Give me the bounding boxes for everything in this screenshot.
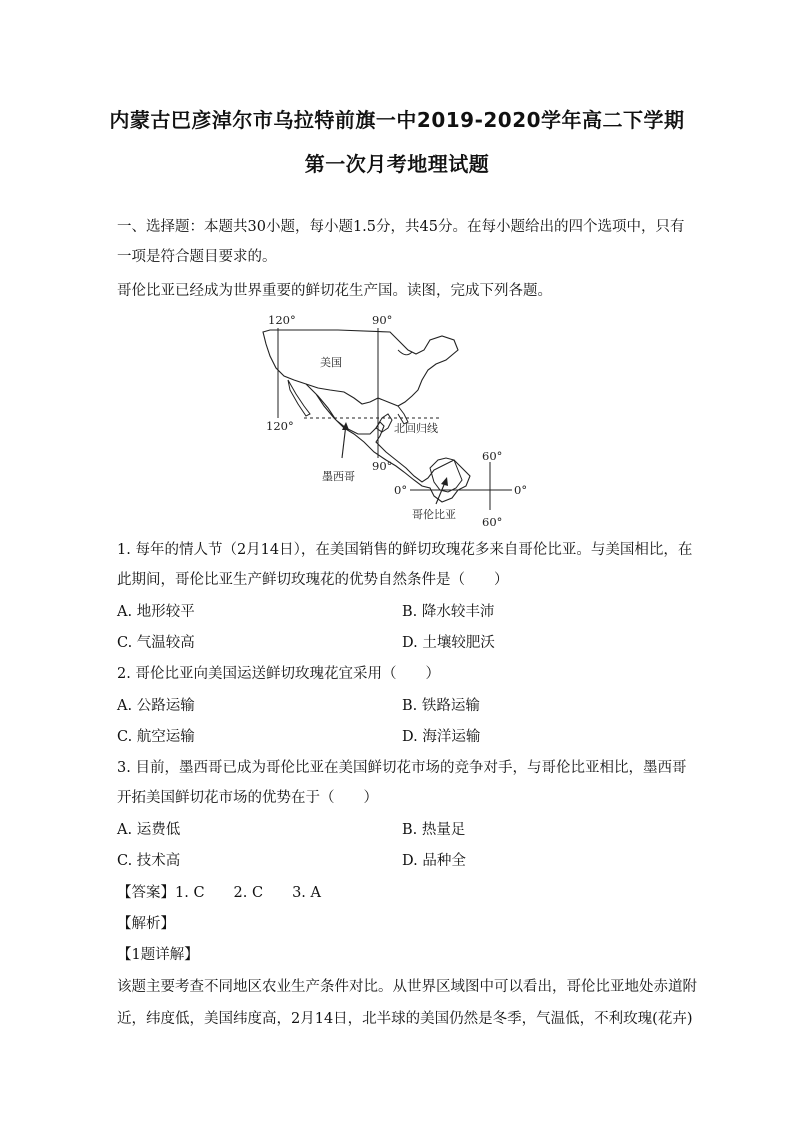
label-120-top: 120° xyxy=(268,313,296,327)
title-line-1: 内蒙古巴彦淖尔市乌拉特前旗一中2019-2020学年高二下学期 xyxy=(109,108,685,132)
label-90-bottom: 90° xyxy=(372,459,393,473)
passage-text: 哥伦比亚已经成为世界重要的鲜切花生产国。读图，完成下列各题。 xyxy=(117,283,552,299)
explanation-line-1: 该题主要考查不同地区农业生产条件对比。从世界区域图中可以看出，哥伦比亚地处赤道附 xyxy=(117,979,697,995)
label-120-bottom: 120° xyxy=(266,419,294,433)
q1-option-d: D. 土壤较肥沃 xyxy=(402,635,495,651)
question-3-line-1: 3. 目前，墨西哥已成为哥伦比亚在美国鲜切花市场的竞争对手，与哥伦比亚相比，墨西哥 xyxy=(117,760,687,776)
label-tropic: 北回归线 xyxy=(394,422,438,435)
label-mexico: 墨西哥 xyxy=(322,470,355,483)
q3-option-d: D. 品种全 xyxy=(402,853,466,869)
section-intro-line-2: 一项是符合题目要求的。 xyxy=(117,249,277,265)
q2-option-d: D. 海洋运输 xyxy=(402,729,481,745)
q1-option-a: A. 地形较平 xyxy=(117,604,195,620)
section-intro-line-1: 一、选择题：本题共30小题，每小题1.5分，共45分。在每小题给出的四个选项中，只有 xyxy=(117,219,685,235)
title-line-2: 第一次月考地理试题 xyxy=(304,152,490,176)
q1-option-b: B. 降水较丰沛 xyxy=(402,604,495,620)
detail-heading: 【1题详解】 xyxy=(117,947,199,963)
analysis-heading: 【解析】 xyxy=(117,916,175,932)
americas-map xyxy=(258,310,538,532)
label-lat-60-top: 60° xyxy=(482,449,503,463)
q3-option-a: A. 运费低 xyxy=(117,822,181,838)
label-lat-60-bottom: 60° xyxy=(482,515,503,529)
question-1-line-1: 1. 每年的情人节（2月14日），在美国销售的鲜切玫瑰花多来自哥伦比亚。与美国相比，在 xyxy=(117,542,693,558)
q2-option-a: A. 公路运输 xyxy=(117,698,195,714)
question-2-line-1: 2. 哥伦比亚向美国运送鲜切玫瑰花宜采用（ ） xyxy=(117,666,440,682)
question-1-line-2: 此期间，哥伦比亚生产鲜切玫瑰花的优势自然条件是（ ） xyxy=(117,572,509,588)
label-zero-left: 0° xyxy=(394,483,408,497)
colombia-arrowhead xyxy=(441,477,448,486)
answer-line: 【答案】1. C 2. C 3. A xyxy=(117,885,321,901)
label-zero-right: 0° xyxy=(514,483,528,497)
q3-option-c: C. 技术高 xyxy=(117,853,181,869)
explanation-line-2: 近，纬度低，美国纬度高，2月14日，北半球的美国仍然是冬季，气温低，不利玫瑰(花卉) xyxy=(117,1011,693,1027)
q1-option-c: C. 气温较高 xyxy=(117,635,195,651)
q2-option-c: C. 航空运输 xyxy=(117,729,195,745)
question-3-line-2: 开拓美国鲜切花市场的优势在于（ ） xyxy=(117,790,378,806)
map-figure xyxy=(258,310,538,532)
label-colombia: 哥伦比亚 xyxy=(412,508,456,521)
label-usa: 美国 xyxy=(320,356,342,369)
q2-option-b: B. 铁路运输 xyxy=(402,698,480,714)
label-90-top: 90° xyxy=(372,313,393,327)
q3-option-b: B. 热量足 xyxy=(402,822,466,838)
